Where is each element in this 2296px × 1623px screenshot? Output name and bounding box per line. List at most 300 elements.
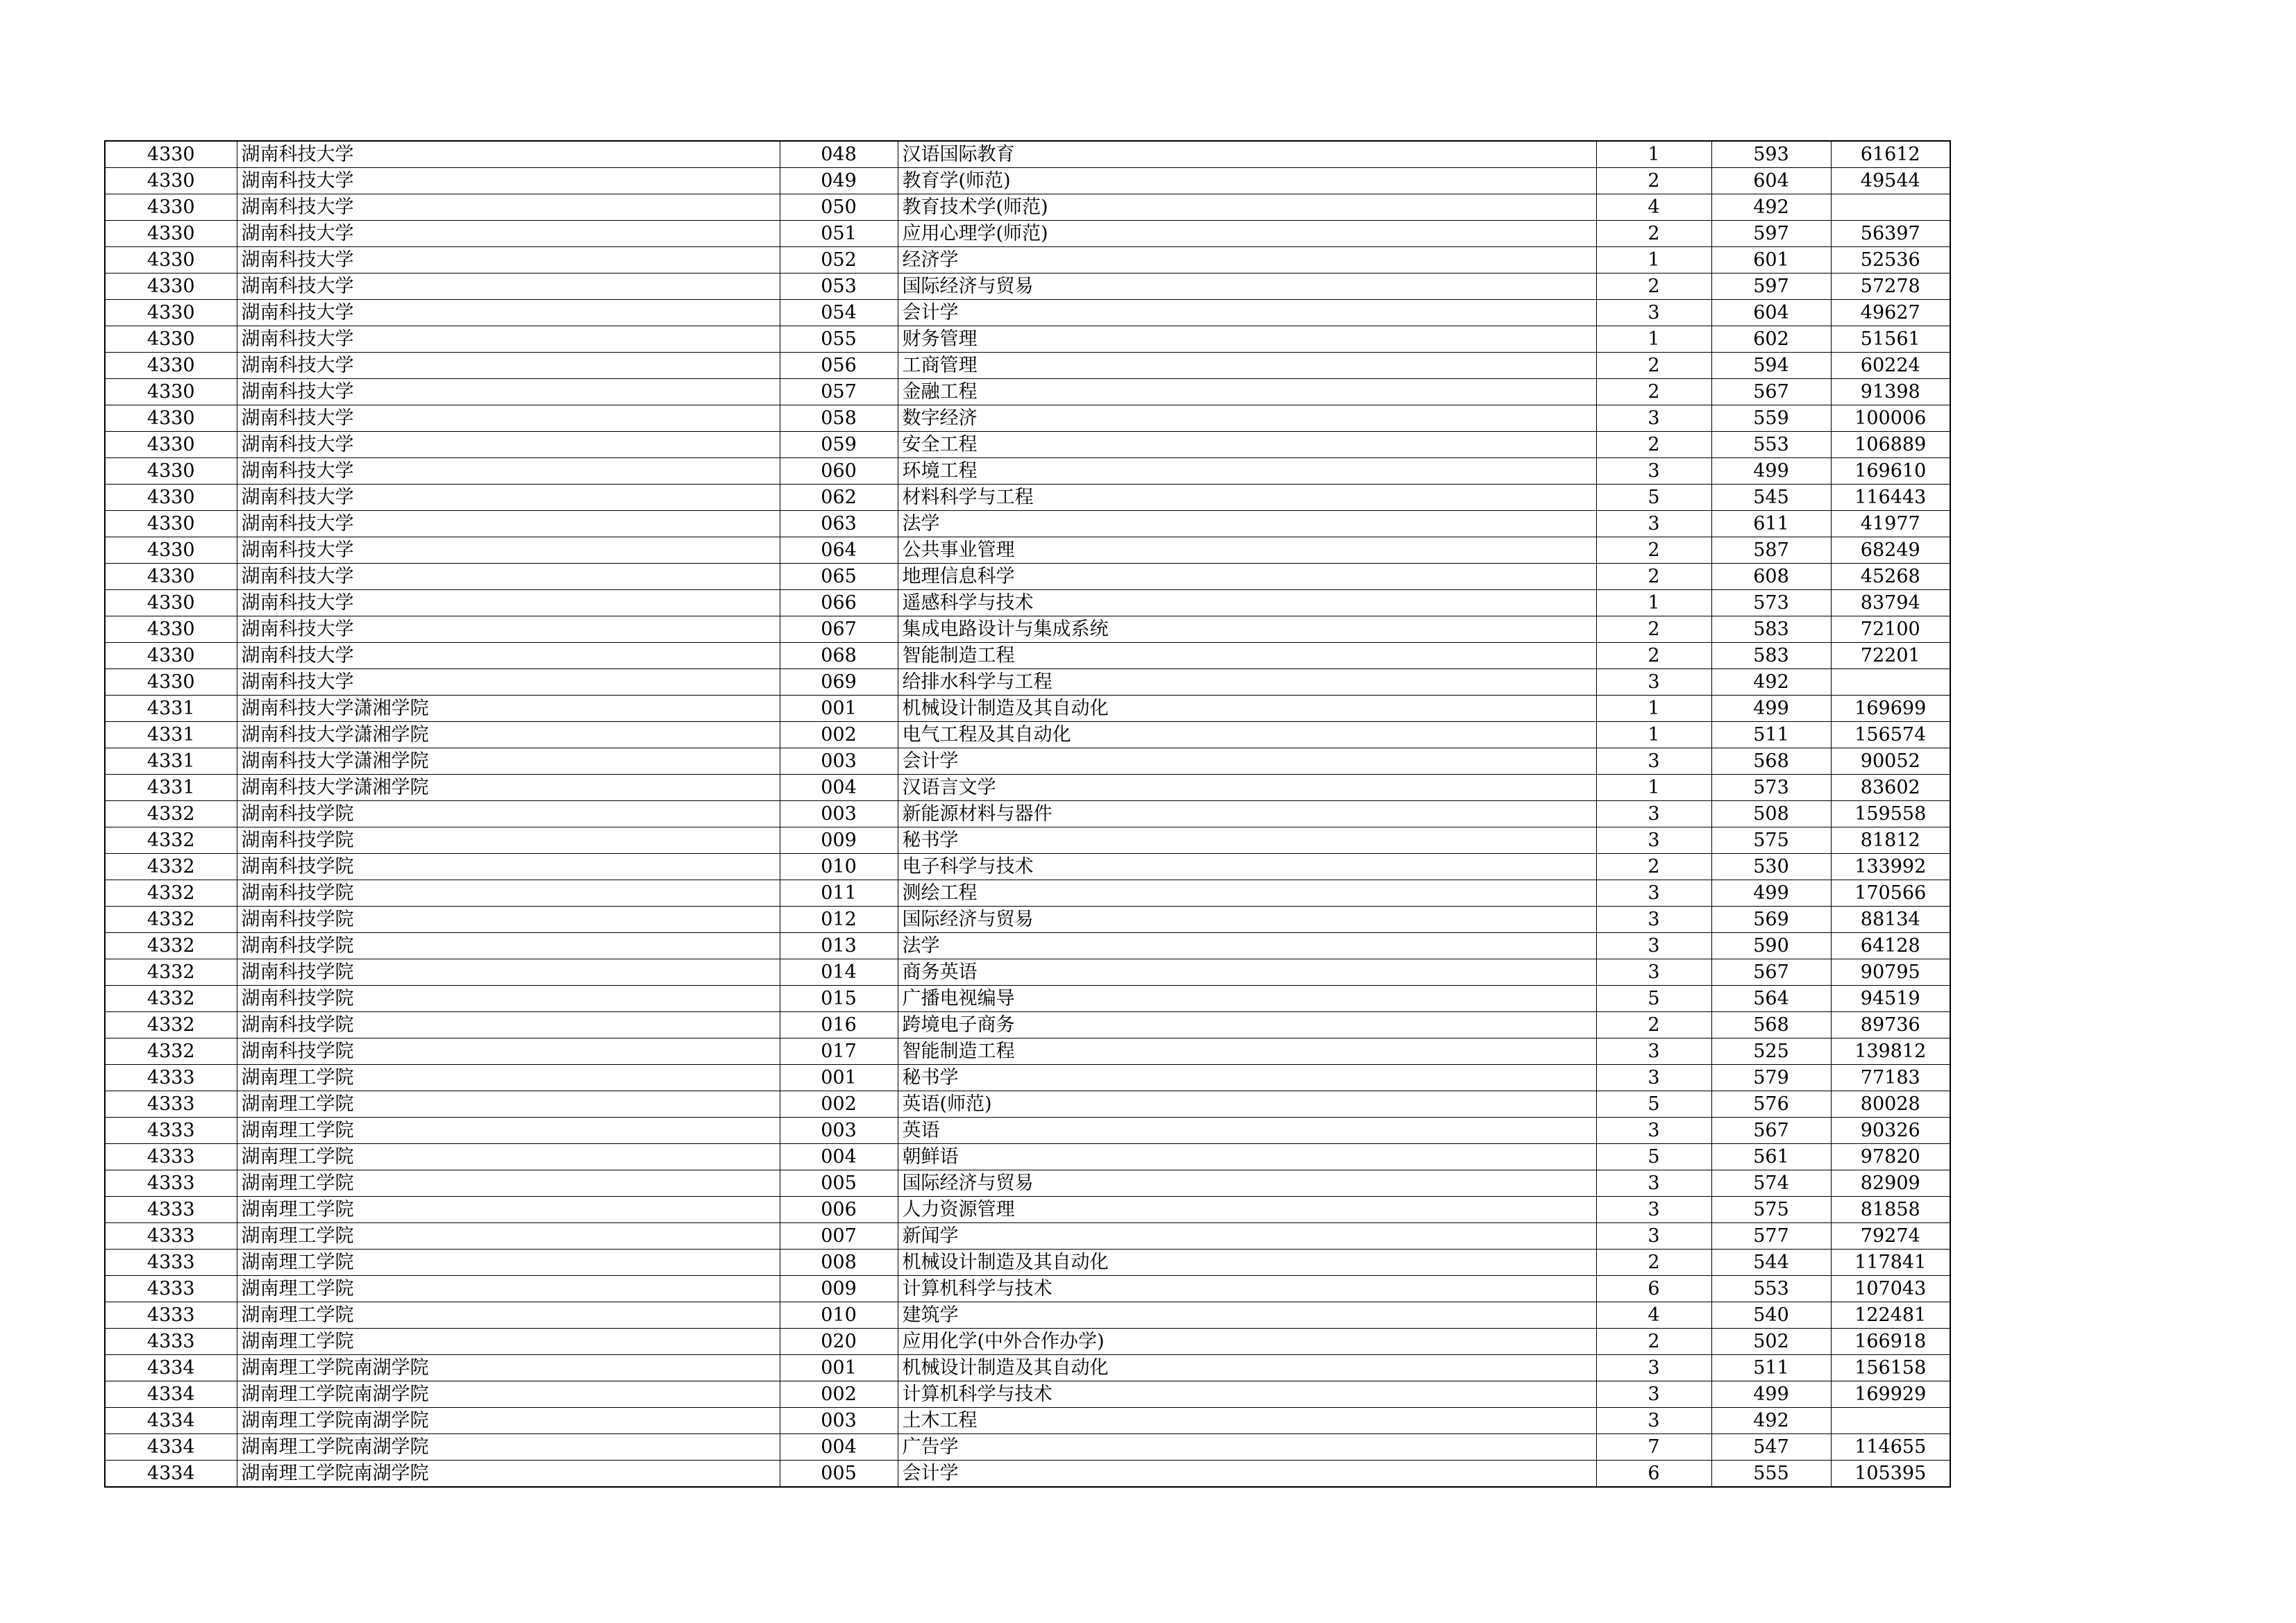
table-row xyxy=(105,485,1950,511)
min-score-cell: 575 xyxy=(1711,827,1831,854)
school-code-cell: 4333 xyxy=(105,1065,237,1091)
plan-count-cell: 2 xyxy=(1596,854,1711,880)
table-row xyxy=(105,432,1950,458)
major-name-cell: 土木工程 xyxy=(898,1408,1596,1434)
min-score-cell: 611 xyxy=(1711,511,1831,537)
school-code-cell: 4332 xyxy=(105,959,237,986)
min-rank-cell: 81858 xyxy=(1831,1197,1950,1223)
major-code-cell: 005 xyxy=(780,1461,898,1488)
major-name-cell: 数字经济 xyxy=(898,405,1596,432)
table-row xyxy=(105,405,1950,432)
min-score-cell: 545 xyxy=(1711,485,1831,511)
min-score-cell: 555 xyxy=(1711,1461,1831,1488)
school-name-cell: 湖南科技大学潇湘学院 xyxy=(237,775,780,801)
school-name-cell: 湖南科技大学 xyxy=(237,669,780,696)
major-name-cell: 会计学 xyxy=(898,748,1596,775)
plan-count-cell: 5 xyxy=(1596,986,1711,1012)
plan-count-cell: 3 xyxy=(1596,1355,1711,1381)
school-name-cell: 湖南科技学院 xyxy=(237,986,780,1012)
min-score-cell: 564 xyxy=(1711,986,1831,1012)
min-rank-cell: 107043 xyxy=(1831,1276,1950,1302)
table-row xyxy=(105,1012,1950,1038)
school-code-cell: 4330 xyxy=(105,353,237,379)
plan-count-cell: 3 xyxy=(1596,1170,1711,1197)
major-code-cell: 059 xyxy=(780,432,898,458)
min-score-cell: 577 xyxy=(1711,1223,1831,1250)
school-code-cell: 4334 xyxy=(105,1355,237,1381)
major-name-cell: 机械设计制造及其自动化 xyxy=(898,1355,1596,1381)
min-score-cell: 553 xyxy=(1711,1276,1831,1302)
school-code-cell: 4333 xyxy=(105,1223,237,1250)
min-score-cell: 499 xyxy=(1711,696,1831,722)
major-code-cell: 002 xyxy=(780,1091,898,1118)
school-code-cell: 4333 xyxy=(105,1302,237,1329)
min-rank-cell: 56397 xyxy=(1831,221,1950,247)
plan-count-cell: 5 xyxy=(1596,1144,1711,1170)
school-name-cell: 湖南科技学院 xyxy=(237,880,780,907)
min-rank-cell: 106889 xyxy=(1831,432,1950,458)
school-code-cell: 4330 xyxy=(105,485,237,511)
min-score-cell: 492 xyxy=(1711,669,1831,696)
table-row xyxy=(105,827,1950,854)
table-row xyxy=(105,1065,1950,1091)
min-score-cell: 499 xyxy=(1711,880,1831,907)
plan-count-cell: 3 xyxy=(1596,1038,1711,1065)
school-name-cell: 湖南科技学院 xyxy=(237,827,780,854)
major-code-cell: 016 xyxy=(780,1012,898,1038)
school-code-cell: 4333 xyxy=(105,1170,237,1197)
major-name-cell: 广告学 xyxy=(898,1434,1596,1461)
school-name-cell: 湖南科技大学 xyxy=(237,247,780,274)
major-name-cell: 经济学 xyxy=(898,247,1596,274)
major-name-cell: 人力资源管理 xyxy=(898,1197,1596,1223)
major-code-cell: 007 xyxy=(780,1223,898,1250)
school-name-cell: 湖南科技学院 xyxy=(237,933,780,959)
school-name-cell: 湖南科技学院 xyxy=(237,907,780,933)
school-name-cell: 湖南科技大学 xyxy=(237,511,780,537)
min-score-cell: 604 xyxy=(1711,168,1831,194)
min-rank-cell: 81812 xyxy=(1831,827,1950,854)
min-rank-cell: 166918 xyxy=(1831,1329,1950,1355)
major-code-cell: 005 xyxy=(780,1170,898,1197)
major-name-cell: 金融工程 xyxy=(898,379,1596,405)
major-code-cell: 003 xyxy=(780,1118,898,1144)
school-code-cell: 4333 xyxy=(105,1118,237,1144)
school-code-cell: 4330 xyxy=(105,616,237,643)
min-score-cell: 574 xyxy=(1711,1170,1831,1197)
plan-count-cell: 3 xyxy=(1596,1381,1711,1408)
school-name-cell: 湖南科技大学 xyxy=(237,221,780,247)
plan-count-cell: 3 xyxy=(1596,405,1711,432)
table-row xyxy=(105,326,1950,353)
major-name-cell: 机械设计制造及其自动化 xyxy=(898,696,1596,722)
plan-count-cell: 4 xyxy=(1596,194,1711,221)
table-row xyxy=(105,537,1950,564)
min-rank-cell: 122481 xyxy=(1831,1302,1950,1329)
school-name-cell: 湖南理工学院南湖学院 xyxy=(237,1408,780,1434)
school-code-cell: 4330 xyxy=(105,221,237,247)
table-row xyxy=(105,1381,1950,1408)
school-name-cell: 湖南理工学院 xyxy=(237,1250,780,1276)
major-name-cell: 安全工程 xyxy=(898,432,1596,458)
school-code-cell: 4333 xyxy=(105,1144,237,1170)
school-name-cell: 湖南理工学院南湖学院 xyxy=(237,1434,780,1461)
major-name-cell: 应用心理学(师范) xyxy=(898,221,1596,247)
school-code-cell: 4330 xyxy=(105,300,237,326)
min-score-cell: 608 xyxy=(1711,564,1831,590)
plan-count-cell: 3 xyxy=(1596,1223,1711,1250)
table-row xyxy=(105,669,1950,696)
table-row xyxy=(105,1329,1950,1355)
school-name-cell: 湖南理工学院南湖学院 xyxy=(237,1461,780,1488)
major-code-cell: 009 xyxy=(780,827,898,854)
major-name-cell: 地理信息科学 xyxy=(898,564,1596,590)
min-score-cell: 575 xyxy=(1711,1197,1831,1223)
table-row xyxy=(105,1197,1950,1223)
table-row xyxy=(105,1434,1950,1461)
major-name-cell: 跨境电子商务 xyxy=(898,1012,1596,1038)
major-name-cell: 测绘工程 xyxy=(898,880,1596,907)
major-code-cell: 052 xyxy=(780,247,898,274)
major-name-cell: 教育学(师范) xyxy=(898,168,1596,194)
table-row xyxy=(105,1302,1950,1329)
min-score-cell: 576 xyxy=(1711,1091,1831,1118)
table-row xyxy=(105,458,1950,485)
major-name-cell: 汉语国际教育 xyxy=(898,141,1596,168)
major-code-cell: 001 xyxy=(780,696,898,722)
major-code-cell: 055 xyxy=(780,326,898,353)
table-row xyxy=(105,274,1950,300)
major-code-cell: 058 xyxy=(780,405,898,432)
plan-count-cell: 3 xyxy=(1596,959,1711,986)
major-name-cell: 电子科学与技术 xyxy=(898,854,1596,880)
school-code-cell: 4332 xyxy=(105,827,237,854)
plan-count-cell: 3 xyxy=(1596,458,1711,485)
min-rank-cell: 79274 xyxy=(1831,1223,1950,1250)
table-row xyxy=(105,959,1950,986)
min-score-cell: 511 xyxy=(1711,722,1831,748)
min-rank-cell: 90795 xyxy=(1831,959,1950,986)
school-name-cell: 湖南科技大学 xyxy=(237,537,780,564)
plan-count-cell: 2 xyxy=(1596,1329,1711,1355)
plan-count-cell: 3 xyxy=(1596,511,1711,537)
table-row xyxy=(105,1408,1950,1434)
table-row xyxy=(105,722,1950,748)
school-code-cell: 4330 xyxy=(105,590,237,616)
table-row xyxy=(105,907,1950,933)
table-row xyxy=(105,194,1950,221)
major-name-cell: 给排水科学与工程 xyxy=(898,669,1596,696)
min-rank-cell: 105395 xyxy=(1831,1461,1950,1488)
major-code-cell: 051 xyxy=(780,221,898,247)
min-score-cell: 492 xyxy=(1711,1408,1831,1434)
school-name-cell: 湖南科技大学潇湘学院 xyxy=(237,748,780,775)
plan-count-cell: 1 xyxy=(1596,247,1711,274)
min-score-cell: 583 xyxy=(1711,616,1831,643)
major-code-cell: 048 xyxy=(780,141,898,168)
min-rank-cell: 114655 xyxy=(1831,1434,1950,1461)
major-name-cell: 智能制造工程 xyxy=(898,1038,1596,1065)
major-name-cell: 教育技术学(师范) xyxy=(898,194,1596,221)
plan-count-cell: 1 xyxy=(1596,590,1711,616)
min-rank-cell: 89736 xyxy=(1831,1012,1950,1038)
table-row xyxy=(105,1461,1950,1488)
min-rank-cell: 169699 xyxy=(1831,696,1950,722)
school-name-cell: 湖南科技大学 xyxy=(237,458,780,485)
school-name-cell: 湖南理工学院 xyxy=(237,1091,780,1118)
school-name-cell: 湖南科技大学 xyxy=(237,590,780,616)
school-name-cell: 湖南科技大学 xyxy=(237,485,780,511)
min-rank-cell: 88134 xyxy=(1831,907,1950,933)
major-code-cell: 013 xyxy=(780,933,898,959)
min-score-cell: 569 xyxy=(1711,907,1831,933)
major-code-cell: 020 xyxy=(780,1329,898,1355)
major-code-cell: 062 xyxy=(780,485,898,511)
table-row xyxy=(105,1144,1950,1170)
table-row xyxy=(105,748,1950,775)
plan-count-cell: 2 xyxy=(1596,1012,1711,1038)
min-score-cell: 597 xyxy=(1711,221,1831,247)
major-name-cell: 法学 xyxy=(898,933,1596,959)
table-row xyxy=(105,643,1950,669)
school-name-cell: 湖南科技学院 xyxy=(237,959,780,986)
school-name-cell: 湖南科技大学 xyxy=(237,274,780,300)
school-name-cell: 湖南理工学院 xyxy=(237,1065,780,1091)
plan-count-cell: 3 xyxy=(1596,933,1711,959)
min-rank-cell: 116443 xyxy=(1831,485,1950,511)
table-row xyxy=(105,933,1950,959)
min-rank-cell: 60224 xyxy=(1831,353,1950,379)
table-row xyxy=(105,1250,1950,1276)
min-rank-cell: 52536 xyxy=(1831,247,1950,274)
table-row xyxy=(105,511,1950,537)
min-rank-cell: 45268 xyxy=(1831,564,1950,590)
major-code-cell: 057 xyxy=(780,379,898,405)
major-code-cell: 064 xyxy=(780,537,898,564)
major-code-cell: 004 xyxy=(780,775,898,801)
min-score-cell: 590 xyxy=(1711,933,1831,959)
major-code-cell: 066 xyxy=(780,590,898,616)
major-code-cell: 009 xyxy=(780,1276,898,1302)
min-score-cell: 540 xyxy=(1711,1302,1831,1329)
plan-count-cell: 1 xyxy=(1596,141,1711,168)
table-row xyxy=(105,590,1950,616)
plan-count-cell: 2 xyxy=(1596,432,1711,458)
min-score-cell: 573 xyxy=(1711,590,1831,616)
major-name-cell: 秘书学 xyxy=(898,827,1596,854)
min-score-cell: 525 xyxy=(1711,1038,1831,1065)
school-name-cell: 湖南科技学院 xyxy=(237,1038,780,1065)
plan-count-cell: 5 xyxy=(1596,1091,1711,1118)
school-code-cell: 4332 xyxy=(105,933,237,959)
school-code-cell: 4330 xyxy=(105,458,237,485)
school-code-cell: 4332 xyxy=(105,1012,237,1038)
min-rank-cell: 169610 xyxy=(1831,458,1950,485)
major-name-cell: 新闻学 xyxy=(898,1223,1596,1250)
school-code-cell: 4334 xyxy=(105,1461,237,1488)
school-code-cell: 4330 xyxy=(105,247,237,274)
school-name-cell: 湖南理工学院 xyxy=(237,1223,780,1250)
min-rank-cell: 68249 xyxy=(1831,537,1950,564)
min-rank-cell: 90326 xyxy=(1831,1118,1950,1144)
major-code-cell: 014 xyxy=(780,959,898,986)
school-code-cell: 4331 xyxy=(105,748,237,775)
min-rank-cell: 91398 xyxy=(1831,379,1950,405)
major-code-cell: 004 xyxy=(780,1434,898,1461)
school-code-cell: 4332 xyxy=(105,907,237,933)
major-name-cell: 遥感科学与技术 xyxy=(898,590,1596,616)
school-code-cell: 4330 xyxy=(105,432,237,458)
table-row xyxy=(105,141,1950,168)
school-code-cell: 4330 xyxy=(105,326,237,353)
min-rank-cell: 41977 xyxy=(1831,511,1950,537)
table-row xyxy=(105,696,1950,722)
table-row xyxy=(105,986,1950,1012)
major-code-cell: 065 xyxy=(780,564,898,590)
school-code-cell: 4332 xyxy=(105,1038,237,1065)
school-name-cell: 湖南科技大学 xyxy=(237,141,780,168)
school-name-cell: 湖南科技大学 xyxy=(237,326,780,353)
school-code-cell: 4333 xyxy=(105,1276,237,1302)
min-score-cell: 602 xyxy=(1711,326,1831,353)
min-rank-cell: 83602 xyxy=(1831,775,1950,801)
major-name-cell: 建筑学 xyxy=(898,1302,1596,1329)
min-rank-cell: 49544 xyxy=(1831,168,1950,194)
major-code-cell: 017 xyxy=(780,1038,898,1065)
plan-count-cell: 5 xyxy=(1596,485,1711,511)
major-name-cell: 新能源材料与器件 xyxy=(898,801,1596,827)
plan-count-cell: 6 xyxy=(1596,1461,1711,1488)
table-row xyxy=(105,854,1950,880)
min-score-cell: 492 xyxy=(1711,194,1831,221)
table-row xyxy=(105,880,1950,907)
school-name-cell: 湖南科技大学 xyxy=(237,432,780,458)
school-code-cell: 4330 xyxy=(105,564,237,590)
min-score-cell: 530 xyxy=(1711,854,1831,880)
plan-count-cell: 3 xyxy=(1596,827,1711,854)
school-code-cell: 4333 xyxy=(105,1091,237,1118)
major-code-cell: 006 xyxy=(780,1197,898,1223)
min-rank-cell: 159558 xyxy=(1831,801,1950,827)
min-rank-cell: 170566 xyxy=(1831,880,1950,907)
school-code-cell: 4334 xyxy=(105,1434,237,1461)
table-row xyxy=(105,616,1950,643)
school-code-cell: 4333 xyxy=(105,1329,237,1355)
plan-count-cell: 2 xyxy=(1596,353,1711,379)
school-name-cell: 湖南科技大学 xyxy=(237,353,780,379)
school-name-cell: 湖南科技大学 xyxy=(237,379,780,405)
major-code-cell: 011 xyxy=(780,880,898,907)
min-rank-cell xyxy=(1831,194,1950,221)
school-code-cell: 4330 xyxy=(105,669,237,696)
plan-count-cell: 1 xyxy=(1596,696,1711,722)
major-code-cell: 003 xyxy=(780,748,898,775)
min-score-cell: 579 xyxy=(1711,1065,1831,1091)
major-name-cell: 计算机科学与技术 xyxy=(898,1276,1596,1302)
min-rank-cell: 80028 xyxy=(1831,1091,1950,1118)
plan-count-cell: 2 xyxy=(1596,643,1711,669)
min-score-cell: 568 xyxy=(1711,1012,1831,1038)
major-code-cell: 003 xyxy=(780,801,898,827)
school-code-cell: 4333 xyxy=(105,1250,237,1276)
major-name-cell: 广播电视编导 xyxy=(898,986,1596,1012)
table-row xyxy=(105,1091,1950,1118)
school-name-cell: 湖南科技大学潇湘学院 xyxy=(237,696,780,722)
school-name-cell: 湖南理工学院 xyxy=(237,1170,780,1197)
school-name-cell: 湖南理工学院 xyxy=(237,1197,780,1223)
school-name-cell: 湖南科技大学 xyxy=(237,300,780,326)
min-rank-cell: 100006 xyxy=(1831,405,1950,432)
min-score-cell: 567 xyxy=(1711,959,1831,986)
plan-count-cell: 2 xyxy=(1596,221,1711,247)
school-name-cell: 湖南理工学院南湖学院 xyxy=(237,1355,780,1381)
plan-count-cell: 2 xyxy=(1596,537,1711,564)
table-row xyxy=(105,300,1950,326)
school-code-cell: 4330 xyxy=(105,405,237,432)
plan-count-cell: 6 xyxy=(1596,1276,1711,1302)
min-score-cell: 597 xyxy=(1711,274,1831,300)
min-rank-cell: 64128 xyxy=(1831,933,1950,959)
min-rank-cell: 83794 xyxy=(1831,590,1950,616)
school-code-cell: 4331 xyxy=(105,696,237,722)
major-code-cell: 003 xyxy=(780,1408,898,1434)
major-code-cell: 067 xyxy=(780,616,898,643)
min-score-cell: 508 xyxy=(1711,801,1831,827)
table-row xyxy=(105,775,1950,801)
min-rank-cell: 57278 xyxy=(1831,274,1950,300)
school-code-cell: 4334 xyxy=(105,1408,237,1434)
min-score-cell: 561 xyxy=(1711,1144,1831,1170)
major-name-cell: 国际经济与贸易 xyxy=(898,274,1596,300)
major-name-cell: 会计学 xyxy=(898,1461,1596,1488)
min-rank-cell: 61612 xyxy=(1831,141,1950,168)
min-score-cell: 593 xyxy=(1711,141,1831,168)
min-rank-cell: 82909 xyxy=(1831,1170,1950,1197)
table-row xyxy=(105,247,1950,274)
school-code-cell: 4332 xyxy=(105,880,237,907)
table-row xyxy=(105,1038,1950,1065)
major-code-cell: 001 xyxy=(780,1355,898,1381)
major-code-cell: 001 xyxy=(780,1065,898,1091)
major-name-cell: 材料科学与工程 xyxy=(898,485,1596,511)
plan-count-cell: 3 xyxy=(1596,748,1711,775)
table-row xyxy=(105,379,1950,405)
min-rank-cell: 72201 xyxy=(1831,643,1950,669)
min-score-cell: 604 xyxy=(1711,300,1831,326)
table-row xyxy=(105,168,1950,194)
min-rank-cell: 77183 xyxy=(1831,1065,1950,1091)
school-name-cell: 湖南科技大学 xyxy=(237,616,780,643)
school-name-cell: 湖南科技大学 xyxy=(237,643,780,669)
school-code-cell: 4330 xyxy=(105,537,237,564)
min-score-cell: 573 xyxy=(1711,775,1831,801)
min-score-cell: 587 xyxy=(1711,537,1831,564)
min-rank-cell: 90052 xyxy=(1831,748,1950,775)
major-name-cell: 法学 xyxy=(898,511,1596,537)
major-name-cell: 会计学 xyxy=(898,300,1596,326)
school-code-cell: 4330 xyxy=(105,274,237,300)
plan-count-cell: 3 xyxy=(1596,880,1711,907)
plan-count-cell: 3 xyxy=(1596,1118,1711,1144)
min-rank-cell: 117841 xyxy=(1831,1250,1950,1276)
major-name-cell: 英语 xyxy=(898,1118,1596,1144)
plan-count-cell: 3 xyxy=(1596,1197,1711,1223)
major-code-cell: 008 xyxy=(780,1250,898,1276)
plan-count-cell: 4 xyxy=(1596,1302,1711,1329)
table-row xyxy=(105,353,1950,379)
table-row xyxy=(105,1223,1950,1250)
school-name-cell: 湖南科技学院 xyxy=(237,1012,780,1038)
